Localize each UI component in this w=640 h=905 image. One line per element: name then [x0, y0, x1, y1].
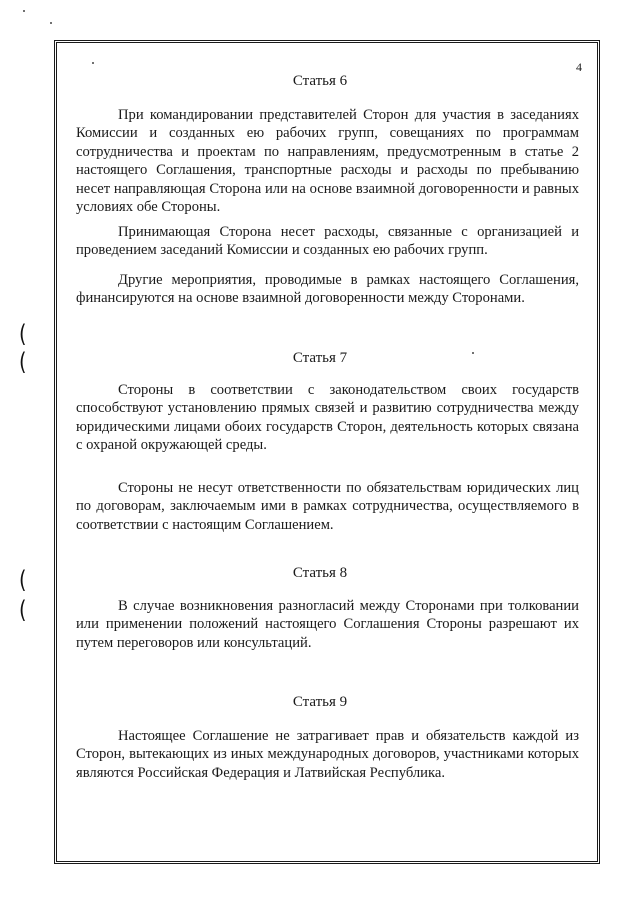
- scan-speck: [92, 62, 94, 64]
- article-8-paragraph-1: В случае возникновения разногласий между Сторонами при толковании или применении положений настоящего Соглашения Стороны разрешают их путем переговоров или консультаций.: [76, 598, 579, 651]
- article-6-paragraph-1: При командировании представителей Сторон для участия в заседаниях Комиссии и созданных ею рабочих групп, совещаниях по программам сотрудничества и проектам по направлениям, предусмотренным в статье 2 настоящего Соглашения, транспортные расходы и расходы по пребыванию несет направляющая Сторона или на основе взаимной договоренности и равных условиях обе Стороны.: [76, 107, 579, 216]
- page-number: 4: [576, 60, 582, 74]
- article-6-paragraph-3: Другие мероприятия, проводимые в рамках настоящего Соглашения, финансируются на основе взаимной договоренности между Сторонами.: [76, 272, 579, 307]
- scan-speck: [472, 352, 474, 354]
- article-6-paragraph-2: Принимающая Сторона несет расходы, связанные с организацией и проведением заседаний Комиссии и созданных ею рабочих групп.: [76, 224, 579, 259]
- binder-hole-mark: (: [18, 348, 27, 376]
- binder-hole-mark: (: [18, 596, 27, 624]
- article-8-heading: Статья 8: [292, 565, 348, 581]
- binder-hole-mark: (: [18, 320, 27, 348]
- article-7-heading: Статья 7: [292, 350, 348, 366]
- article-7-paragraph-2: Стороны не несут ответственности по обязательствам юридических лиц по договорам, заключаемым ими в рамках сотрудничества, осуществляемого в соответствии с настоящим Соглашением.: [76, 480, 579, 533]
- article-9-paragraph-1: Настоящее Соглашение не затрагивает прав и обязательств каждой из Сторон, вытекающих из иных международных договоров, участниками которых являются Российская Федерация и Латвийская Республика.: [76, 728, 579, 781]
- article-6-heading: Статья 6: [292, 73, 348, 89]
- binder-hole-mark: (: [18, 566, 27, 594]
- scan-speck: [23, 10, 25, 12]
- scan-speck: [50, 22, 52, 24]
- article-9-heading: Статья 9: [292, 694, 348, 710]
- article-7-paragraph-1: Стороны в соответствии с законодательством своих государств способствуют установлению прямых связей и развитию сотрудничества между юридическими лицами обоих государств Сторон, деятельность которых связана с охраной окружающей среды.: [76, 382, 579, 454]
